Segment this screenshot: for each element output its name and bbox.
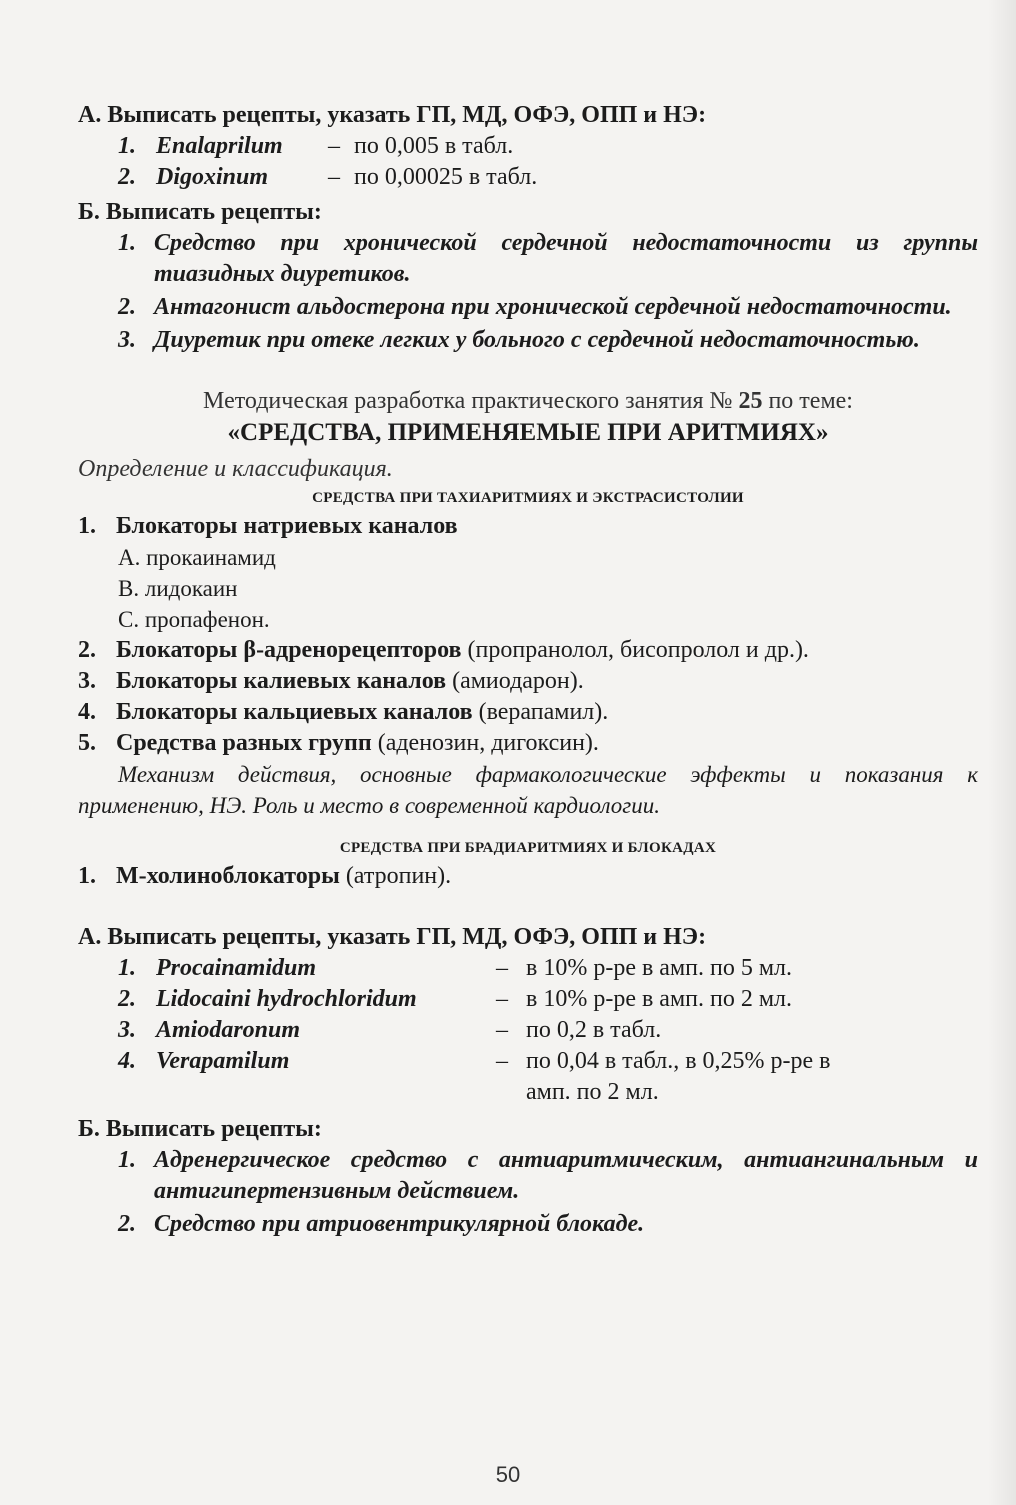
group-name: Средства разных групп	[116, 730, 372, 756]
sub-item-2: В. лидокаин	[118, 576, 238, 601]
group-name: Блокаторы кальциевых каналов	[116, 699, 473, 725]
task2-item-2	[78, 1209, 978, 1240]
rx-item-2	[78, 162, 978, 193]
task-text: Диуретик при отеке легких у больного с сердечной недостаточностью.	[154, 327, 920, 353]
group-note: (пропранолол, бисопролол и др.).	[467, 637, 809, 663]
task-num: 2.	[118, 1211, 136, 1237]
group-item-5	[78, 728, 978, 759]
heading-b-2: Б. Выписать рецепты:	[78, 1116, 322, 1142]
group-note: (верапамил).	[478, 699, 609, 725]
rx-dose: по 0,00025 в табл.	[354, 164, 538, 190]
rx-drug: Lidocaini hydrochloridum	[156, 986, 417, 1012]
lesson-number: 25	[738, 388, 763, 414]
group-num: 3.	[78, 668, 96, 694]
group-num: 5.	[78, 730, 96, 756]
rx-dose: по 0,04 в табл., в 0,25% р-ре в амп. по 2 мл.	[526, 1048, 831, 1105]
section-heading-tachy: СРЕДСТВА ПРИ ТАХИАРИТМИЯХ И ЭКСТРАСИСТОЛИИ	[312, 490, 744, 506]
task-item-1	[78, 228, 978, 290]
rx-dash: –	[496, 986, 508, 1012]
rx-item-1	[78, 131, 978, 162]
rx-num: 3.	[118, 1017, 136, 1043]
rx-num: 4.	[118, 1048, 136, 1074]
group-name: Блокаторы β-адренорецепторов	[116, 637, 462, 663]
heading-b-1: Б. Выписать рецепты:	[78, 199, 322, 225]
rx-drug: Enalaprilum	[156, 133, 283, 159]
task-item-3	[78, 325, 978, 356]
rx-dash: –	[496, 955, 508, 981]
group-num: 1.	[78, 863, 96, 889]
rx-table	[78, 953, 978, 1108]
rx-dash: –	[328, 164, 340, 190]
task-num: 1.	[118, 230, 136, 256]
group-num: 4.	[78, 699, 96, 725]
page-number: 50	[495, 1462, 521, 1487]
group-note: (амиодарон).	[452, 668, 584, 694]
task-item-2	[78, 292, 978, 323]
group-item-4	[78, 697, 978, 728]
task-num: 3.	[118, 327, 136, 353]
rx-drug: Amiodaronum	[156, 1017, 301, 1043]
mechanism-paragraph: Механизм действия, основные фармакологические эффекты и показания к применению, НЭ. Роль и место в современной кардиологии.	[78, 762, 978, 818]
group-item-1	[78, 511, 978, 542]
rx-dose: в 10% р-ре в амп. по 5 мл.	[526, 955, 792, 981]
group-note: (аденозин, дигоксин).	[377, 730, 599, 756]
task-num: 1.	[118, 1147, 136, 1173]
rx-num: 2.	[118, 164, 136, 190]
task-num: 2.	[118, 294, 136, 320]
rx-dose: по 0,2 в табл.	[526, 1017, 662, 1043]
heading-a-2: А. Выписать рецепты, указать ГП, МД, ОФЭ, ОПП и НЭ:	[78, 924, 707, 950]
task-text: Средство при хронической сердечной недостаточности из группы тиазидных диуретиков.	[154, 230, 978, 287]
lesson-intro-post: по теме:	[768, 388, 853, 414]
rx-dose: по 0,005 в табл.	[354, 133, 514, 159]
rx-dash: –	[496, 1017, 508, 1043]
definition-line: Определение и классификация.	[78, 456, 393, 482]
sub-item-1: А. прокаинамид	[118, 545, 276, 570]
task-text: Адренергическое средство с антиаритмическим, антиангинальным и антигипертензивным действием.	[154, 1147, 978, 1204]
group-item-3	[78, 666, 978, 697]
group-name: Блокаторы натриевых каналов	[116, 513, 458, 539]
lesson-title: «СРЕДСТВА, ПРИМЕНЯЕМЫЕ ПРИ АРИТМИЯХ»	[227, 419, 829, 446]
rx-num: 2.	[118, 986, 136, 1012]
group-name: М-холиноблокаторы	[116, 863, 340, 889]
rx-drug: Procainamidum	[156, 955, 317, 981]
group-item-2	[78, 635, 978, 666]
heading-a-1: А. Выписать рецепты, указать ГП, МД, ОФЭ, ОПП и НЭ:	[78, 102, 707, 128]
page-edge-shadow	[988, 0, 1016, 1505]
task2-item-1	[78, 1145, 978, 1207]
rx-drug: Digoxinum	[156, 164, 269, 190]
group-num: 1.	[78, 513, 96, 539]
rx-drug: Verapamilum	[156, 1048, 290, 1074]
lesson-intro	[78, 386, 978, 417]
rx-dash: –	[328, 133, 340, 159]
group-name: Блокаторы калиевых каналов	[116, 668, 447, 694]
rx-num: 1.	[118, 133, 136, 159]
task-text: Антагонист альдостерона при хронической сердечной недостаточности.	[154, 294, 952, 320]
rx-dash: –	[496, 1048, 508, 1074]
lesson-intro-pre: Методическая разработка практического занятия №	[203, 388, 733, 414]
group-num: 2.	[78, 637, 96, 663]
section-heading-brady: СРЕДСТВА ПРИ БРАДИАРИТМИЯХ И БЛОКАДАХ	[339, 840, 717, 856]
rx-dose: в 10% р-ре в амп. по 2 мл.	[526, 986, 792, 1012]
page-content	[78, 100, 978, 1242]
group-note: (атропин).	[345, 863, 452, 889]
group2-item-1	[78, 861, 978, 892]
rx-num: 1.	[118, 955, 136, 981]
sub-item-3: С. пропафенон.	[118, 607, 270, 632]
task-text: Средство при атриовентрикулярной блокаде.	[154, 1211, 645, 1237]
